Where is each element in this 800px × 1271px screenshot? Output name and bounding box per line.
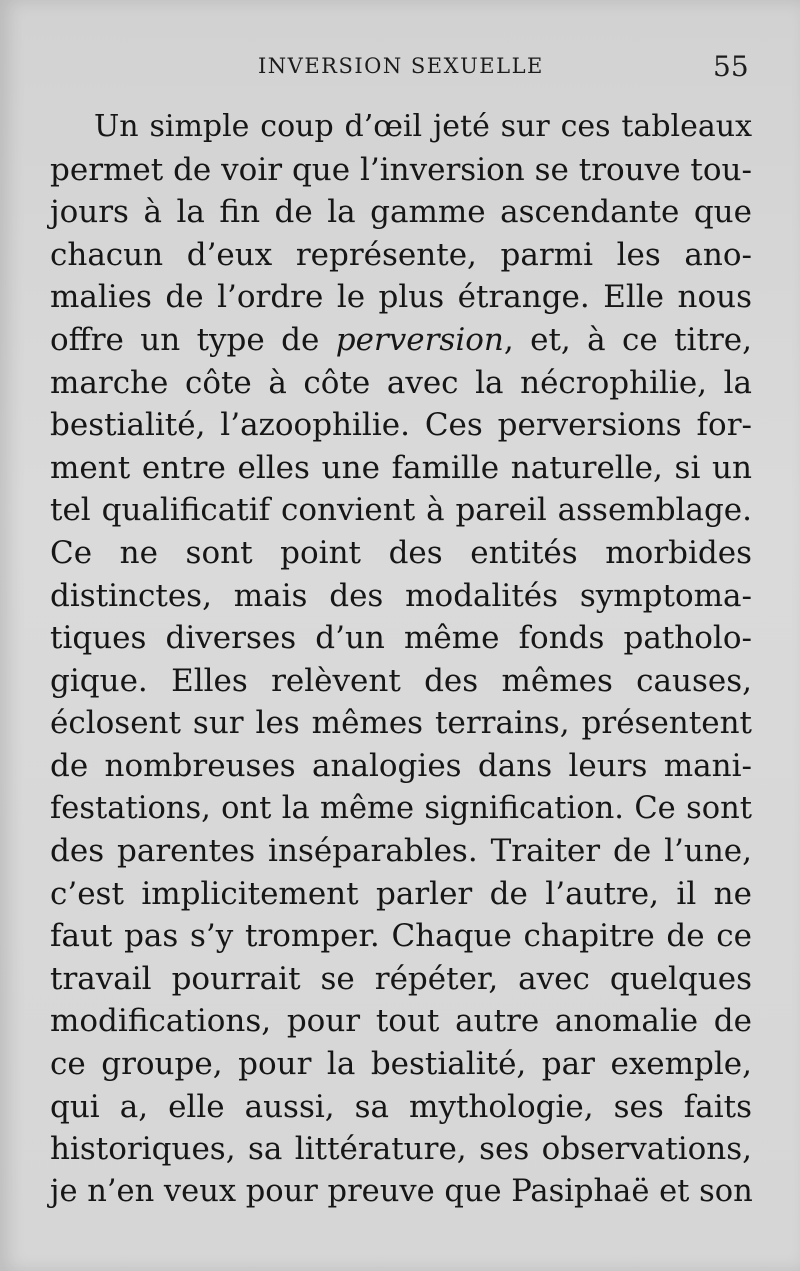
text-line: Ce ne sont point des entités morbides [50,534,752,571]
text-line: Un simple coup d’œil jeté sur ces tableaux [94,109,752,144]
text-line: ment entre elles une famille naturelle, si un [50,449,752,486]
text-line: bestialité, l’azoophilie. Ces perversions for- [50,407,752,444]
text-line: faut pas s’y tromper. Chaque chapitre de ce [50,918,752,955]
text-line: modifications, pour tout autre anomalie de [50,1003,752,1040]
text-line: de nombreuses analogies dans leurs mani- [50,747,752,784]
text-line: éclosent sur les mêmes terrains, présentent [50,705,752,742]
text-line: marche côte à côte avec la nécrophilie, la [50,364,752,401]
text-line: malies de l’ordre le plus étrange. Elle nous [50,279,752,316]
text-line: permet de voir que l’inversion se trouve tou- [50,151,752,188]
text-line: distinctes, mais des modalités symptoma- [50,577,752,614]
body-paragraph [50,106,752,1213]
text-line: chacun d’eux représente, parmi les ano- [50,236,752,273]
text-line: jours à la fin de la gamme ascendante que [50,194,752,231]
text-line: historiques, sa littérature, ses observations, [50,1131,752,1168]
text-line: gique. Elles relèvent des mêmes causes, [50,662,752,699]
text-line: ce groupe, pour la bestialité, par exemple, [50,1046,752,1083]
page-number: 55 [713,50,749,83]
page-header [0,50,800,86]
running-title: INVERSION SEXUELLE [258,54,544,78]
text-line-with-emphasis [50,319,752,362]
text-line: tiques diverses d’un même fonds patholo- [50,620,752,657]
text-line: des parentes inséparables. Traiter de l’une, [50,833,752,870]
text-segment: offre un type de [50,321,336,358]
text-line: travail pourrait se répéter, avec quelques [50,960,752,997]
text-segment: , et, à ce titre, [503,321,752,358]
text-line: qui a, elle aussi, sa mythologie, ses faits [50,1088,752,1125]
emphasized-word: perversion [335,321,504,358]
text-line: c’est implicitement parler de l’autre, il ne [50,875,752,912]
text-line: festations, ont la même signification. Ce sont [50,790,752,826]
text-line: je n’en veux pour preuve que Pasiphaë et son [50,1173,753,1209]
text-line: tel qualificatif convient à pareil assemblage. [50,492,752,529]
